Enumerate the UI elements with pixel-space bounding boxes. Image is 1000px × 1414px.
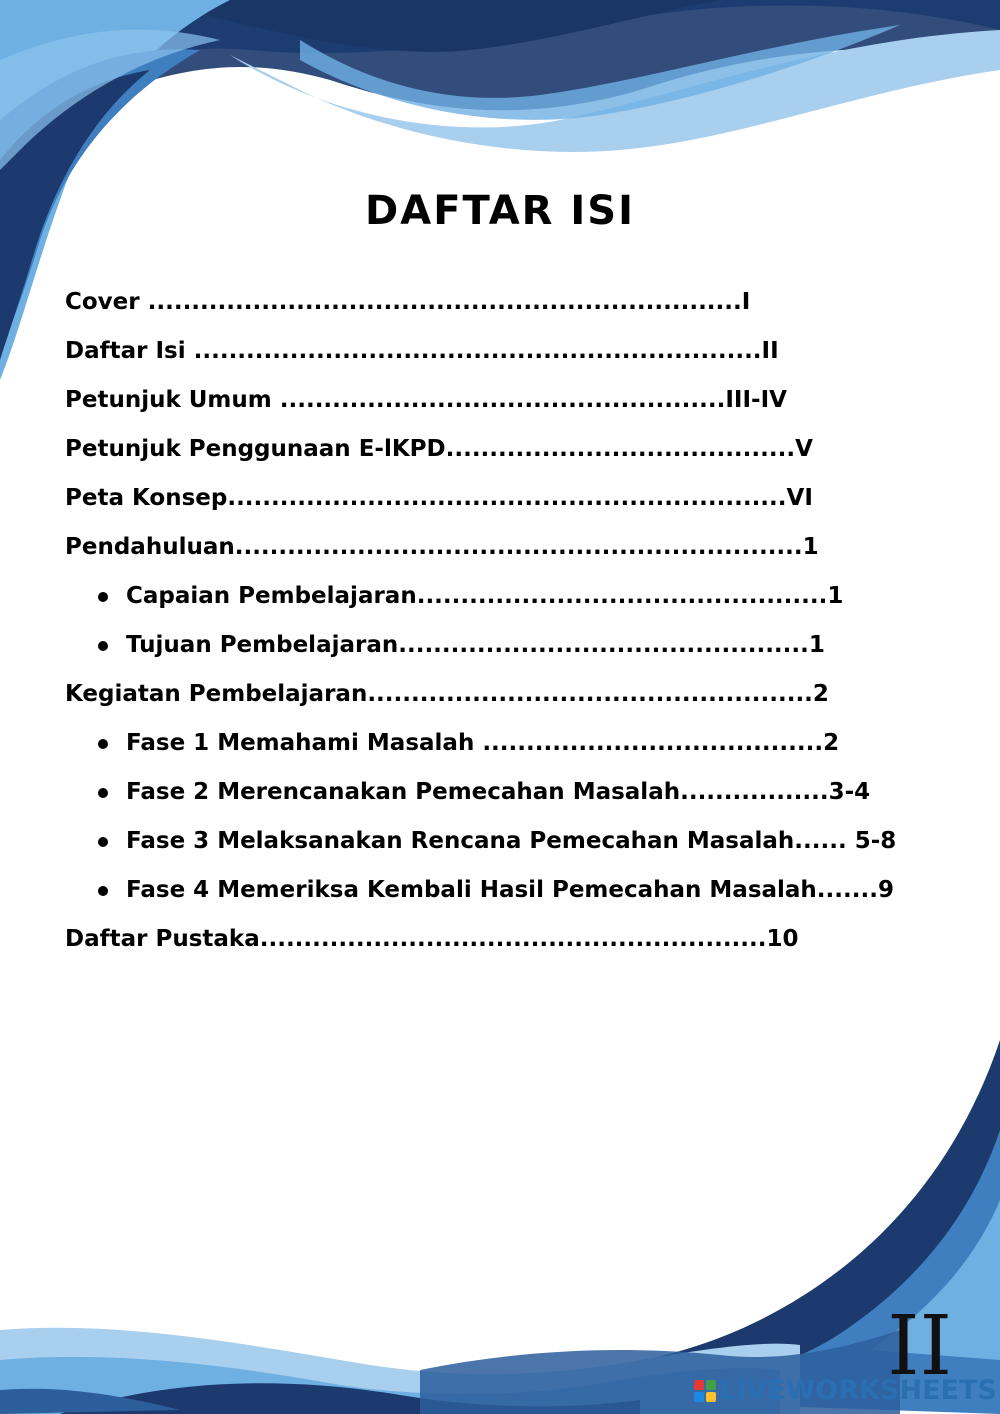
logo-square-icon <box>706 1392 716 1402</box>
logo-square-icon <box>694 1392 704 1402</box>
toc-entry-daftar-isi: Daftar Isi .................................................................II <box>65 338 779 364</box>
toc-entry-fase-4: Fase 4 Memeriksa Kembali Hasil Pemecahan Masalah.......9 <box>126 877 894 903</box>
toc-entry-capaian-pembelajaran: Capaian Pembelajaran...............................................1 <box>126 583 844 609</box>
bullet-icon <box>98 641 108 651</box>
toc-entry-fase-1: Fase 1 Memahami Masalah .......................................2 <box>126 730 840 756</box>
bullet-icon <box>98 788 108 798</box>
bullet-icon <box>98 837 108 847</box>
logo-square-icon <box>694 1380 704 1390</box>
bullet-icon <box>98 739 108 749</box>
page-number: II <box>887 1299 952 1394</box>
toc-entry-daftar-pustaka: Daftar Pustaka..........................................................10 <box>65 926 799 952</box>
toc-entry-kegiatan-pembelajaran: Kegiatan Pembelajaran...................................................2 <box>65 681 829 707</box>
toc-entry-pendahuluan: Pendahuluan.................................................................1 <box>65 534 819 560</box>
liveworksheets-watermark <box>694 1376 997 1406</box>
logo-square-icon <box>706 1380 716 1390</box>
toc-entry-petunjuk-penggunaan: Petunjuk Penggunaan E-lKPD........................................V <box>65 436 813 462</box>
bullet-icon <box>98 886 108 896</box>
bullet-icon <box>98 592 108 602</box>
toc-entry-fase-3: Fase 3 Melaksanakan Rencana Pemecahan Masalah...... 5-8 <box>126 828 897 854</box>
toc-entry-petunjuk-umum: Petunjuk Umum ...................................................III-IV <box>65 387 787 413</box>
toc-entry-fase-2: Fase 2 Merencanakan Pemecahan Masalah.................3-4 <box>126 779 871 805</box>
toc-entry-tujuan-pembelajaran: Tujuan Pembelajaran...............................................1 <box>126 632 825 658</box>
page-title: DAFTAR ISI <box>365 188 635 234</box>
watermark-brand: LIVEWORKSHEETS <box>719 1375 997 1406</box>
liveworksheets-logo-icon <box>694 1380 716 1402</box>
toc-entry-cover: Cover ....................................................................I <box>65 289 751 315</box>
toc-entry-peta-konsep: Peta Konsep................................................................VI <box>65 485 813 511</box>
